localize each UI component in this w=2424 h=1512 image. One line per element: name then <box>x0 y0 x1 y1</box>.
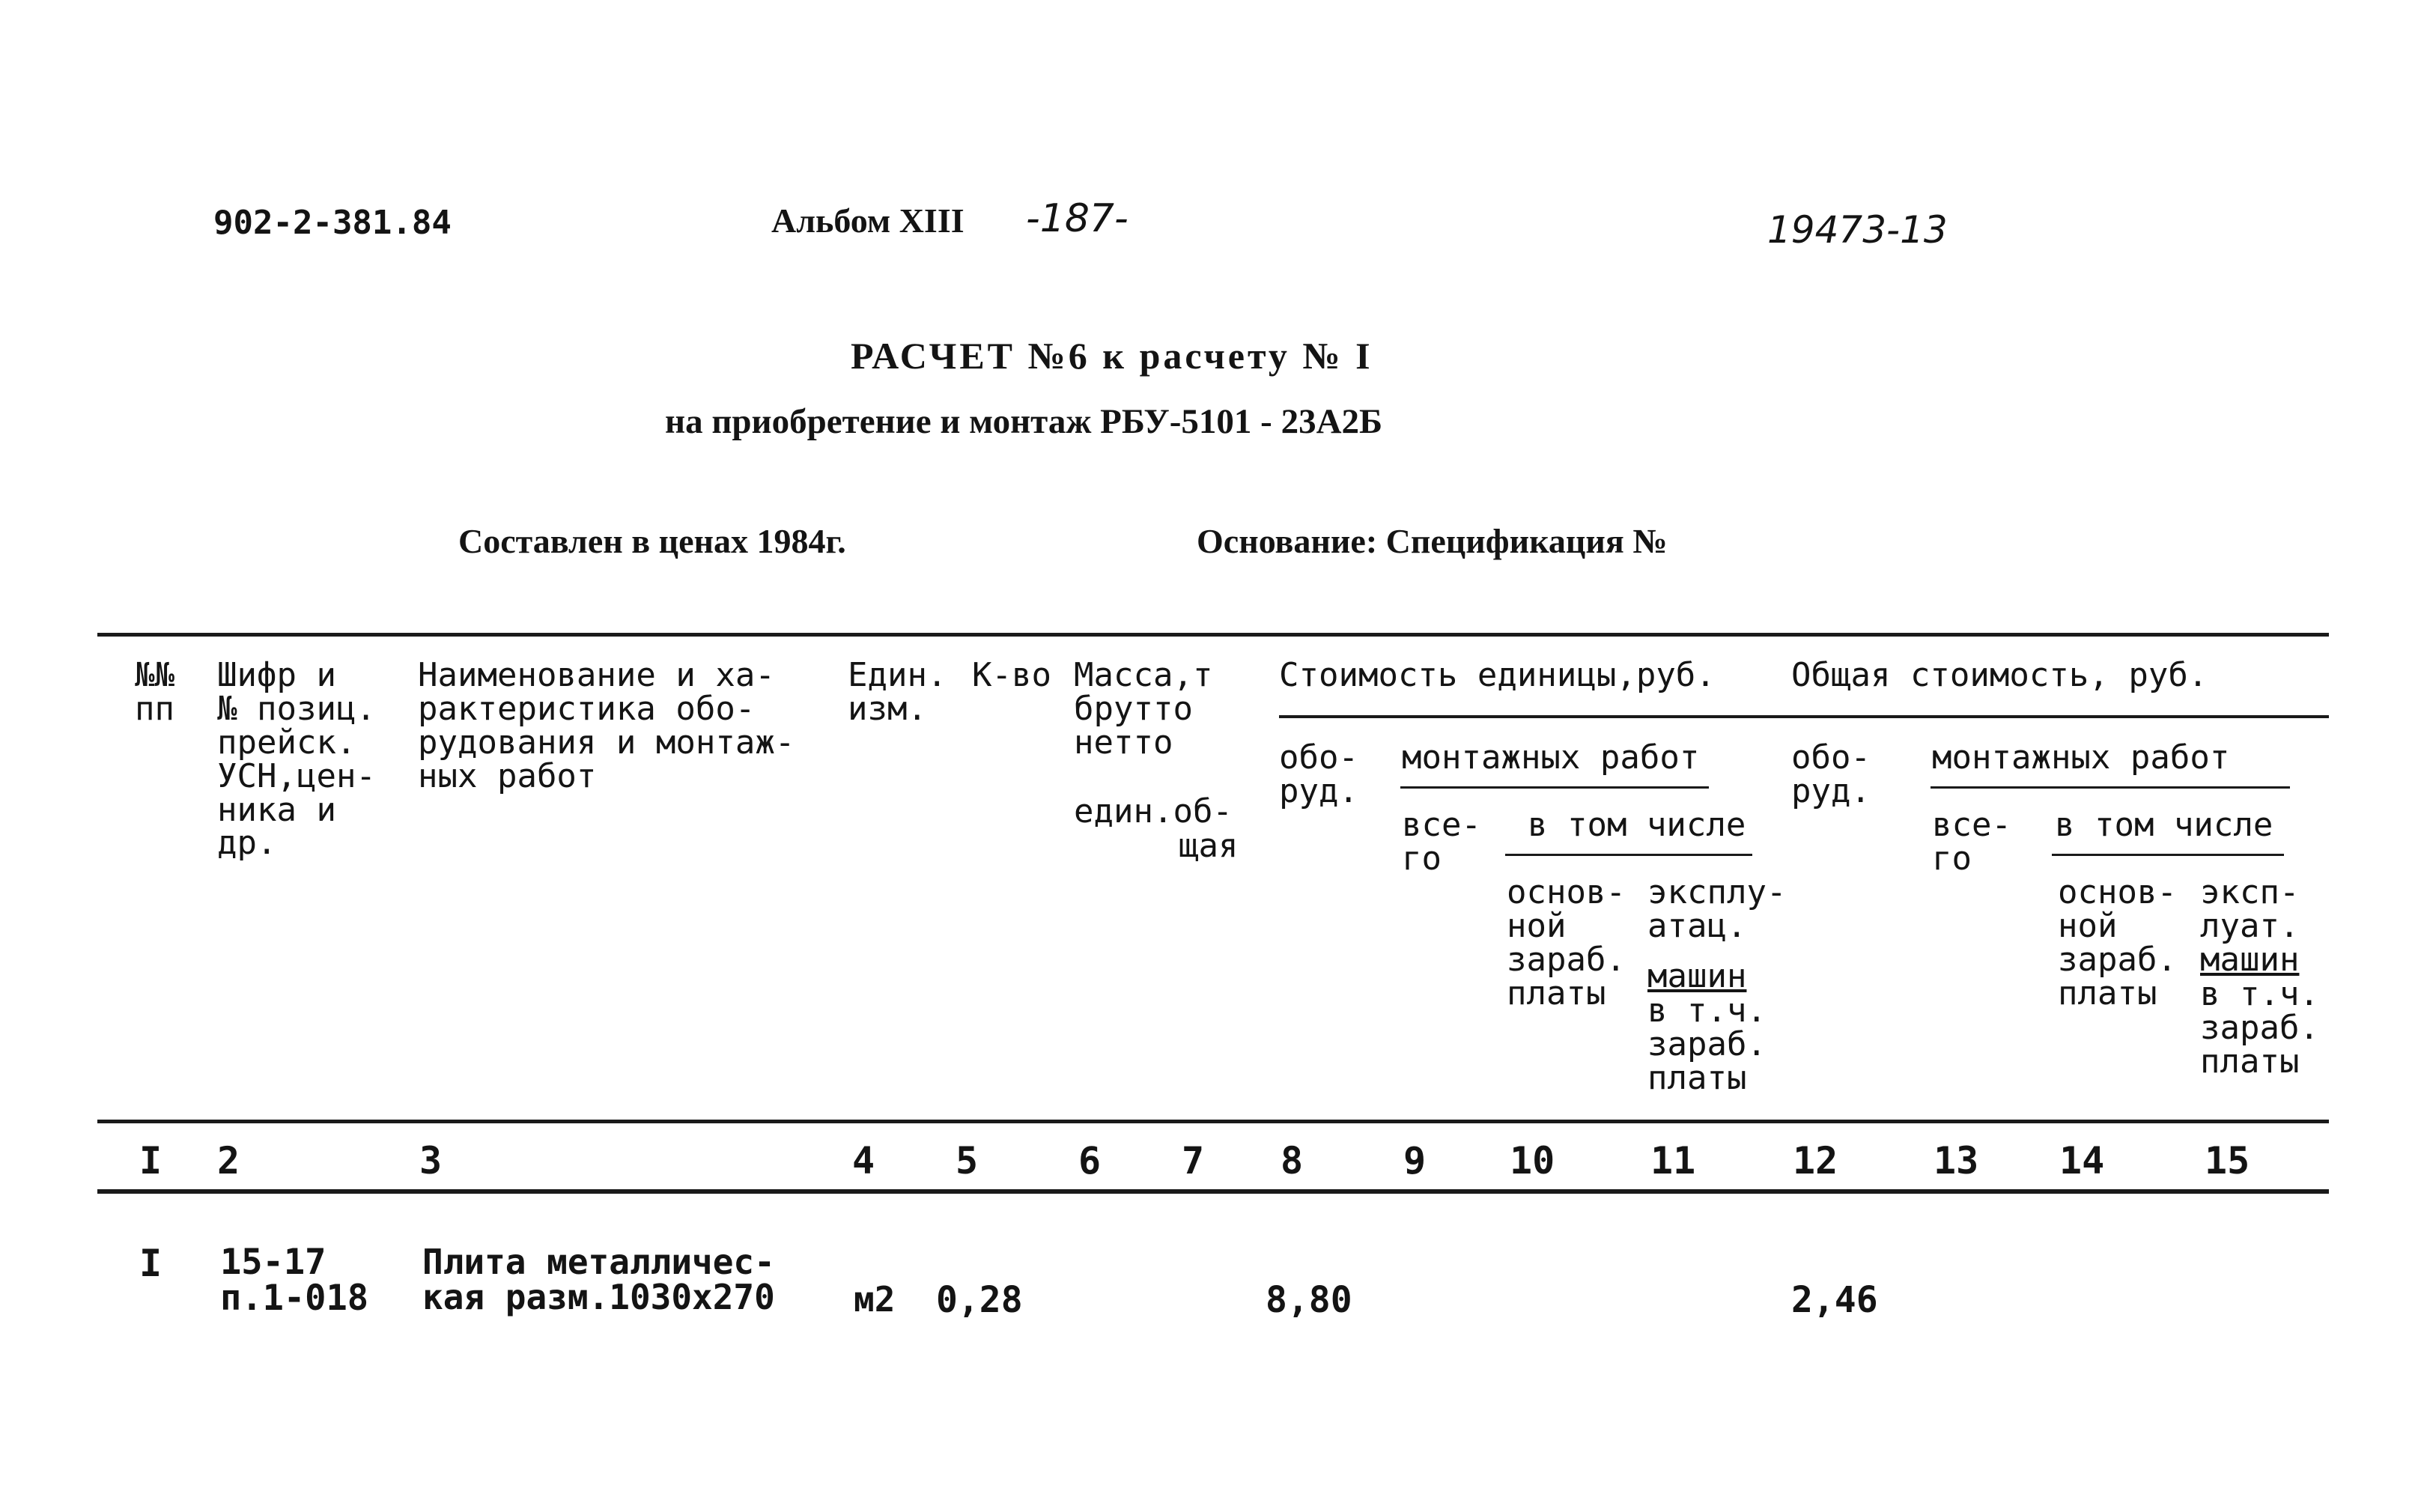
column-number-3: 3 <box>419 1139 443 1182</box>
header-col-6-unit-total: един.об- <box>1074 792 1233 831</box>
header-col-15-c: в т.ч. зараб. платы <box>2200 975 2319 1081</box>
incl-unit-rule <box>1505 854 1752 856</box>
header-col-13: все- го <box>1932 806 2011 878</box>
column-number-1: I <box>139 1139 162 1182</box>
header-mount-total: монтажных работ <box>1932 738 2230 777</box>
header-incl-unit: в том числе <box>1528 806 1746 844</box>
row-equip-total-cost: 2,46 <box>1791 1279 1878 1321</box>
header-bottom-rule <box>97 1120 2329 1123</box>
column-number-7: 7 <box>1182 1139 1205 1182</box>
column-number-13: 13 <box>1934 1139 1979 1182</box>
row-name: Плита металличес- кая разм.1030x270 <box>422 1242 775 1317</box>
header-col-7: щая <box>1179 827 1239 865</box>
header-incl-total: в том числе <box>2055 806 2273 844</box>
unit-cost-rule <box>1279 715 2329 718</box>
header-col-3: Наименование и ха- рактеристика обо- рудования и монтаж- ных работ <box>418 656 795 795</box>
header-unit-cost: Стоимость единицы,руб. <box>1279 656 1716 694</box>
column-number-9: 9 <box>1403 1139 1427 1182</box>
column-number-14: 14 <box>2059 1139 2105 1182</box>
row-code: 15-17 п.1-018 <box>220 1242 369 1319</box>
mount-total-rule <box>1931 786 2290 789</box>
inventory-number: 19473-13 <box>1767 208 1948 252</box>
header-col-11-b: машин <box>1647 957 1747 995</box>
column-number-15: 15 <box>2205 1139 2250 1182</box>
row-number: I <box>139 1242 162 1285</box>
column-number-4: 4 <box>852 1139 875 1182</box>
column-number-2: 2 <box>217 1139 240 1182</box>
header-col-1: №№ пп <box>135 656 174 728</box>
column-number-5: 5 <box>956 1139 979 1182</box>
header-total-cost: Общая стоимость, руб. <box>1791 656 2208 694</box>
header-col-4: Един. изм. <box>848 656 947 728</box>
row-unit: м2 <box>854 1279 896 1320</box>
column-number-12: 12 <box>1793 1139 1838 1182</box>
row-equip-unit-cost: 8,80 <box>1266 1279 1352 1321</box>
header-col-12: обо- руд. <box>1791 738 1871 810</box>
page-number: -187- <box>1026 196 1129 241</box>
column-number-8: 8 <box>1281 1139 1304 1182</box>
header-col-10: основ- ной зараб. платы <box>1507 873 1626 1012</box>
column-number-6: 6 <box>1078 1139 1102 1182</box>
basis-note: Основание: Спецификация № <box>1197 522 1668 560</box>
prices-note: Составлен в ценах 1984г. <box>458 522 846 560</box>
header-col-14: основ- ной зараб. платы <box>2058 873 2177 1012</box>
document-title: РАСЧЕТ №6 к расчету № I <box>851 335 1373 377</box>
header-col-11-a: эксплу- атац. <box>1647 873 1787 945</box>
document-code: 902-2-381.84 <box>213 204 452 242</box>
column-numbers-rule <box>97 1189 2329 1194</box>
row-quantity: 0,28 <box>936 1279 1023 1321</box>
header-mount-unit: монтажных работ <box>1402 738 1700 777</box>
incl-total-rule <box>2052 854 2284 856</box>
header-col-5: К-во <box>972 656 1051 694</box>
column-number-11: 11 <box>1650 1139 1696 1182</box>
header-col-15-a: эксп- луат. <box>2200 873 2300 945</box>
table-top-rule <box>97 633 2329 637</box>
document-subtitle: на приобретение и монтаж РБУ-5101 - 23А2Б <box>665 402 1383 441</box>
column-number-10: 10 <box>1510 1139 1555 1182</box>
album-label: Альбом XIII <box>771 201 965 240</box>
header-col-9: все- го <box>1402 806 1481 878</box>
mount-unit-rule <box>1400 786 1709 789</box>
header-col-6: Масса,т брутто нетто <box>1074 656 1213 762</box>
header-col-15-b: машин <box>2200 941 2300 979</box>
header-col-8: обо- руд. <box>1279 738 1358 810</box>
header-col-2: Шифр и № позиц. прейск. УСН,цен- ника и др. <box>217 656 376 863</box>
header-col-11-c: в т.ч. зараб. платы <box>1647 992 1767 1097</box>
